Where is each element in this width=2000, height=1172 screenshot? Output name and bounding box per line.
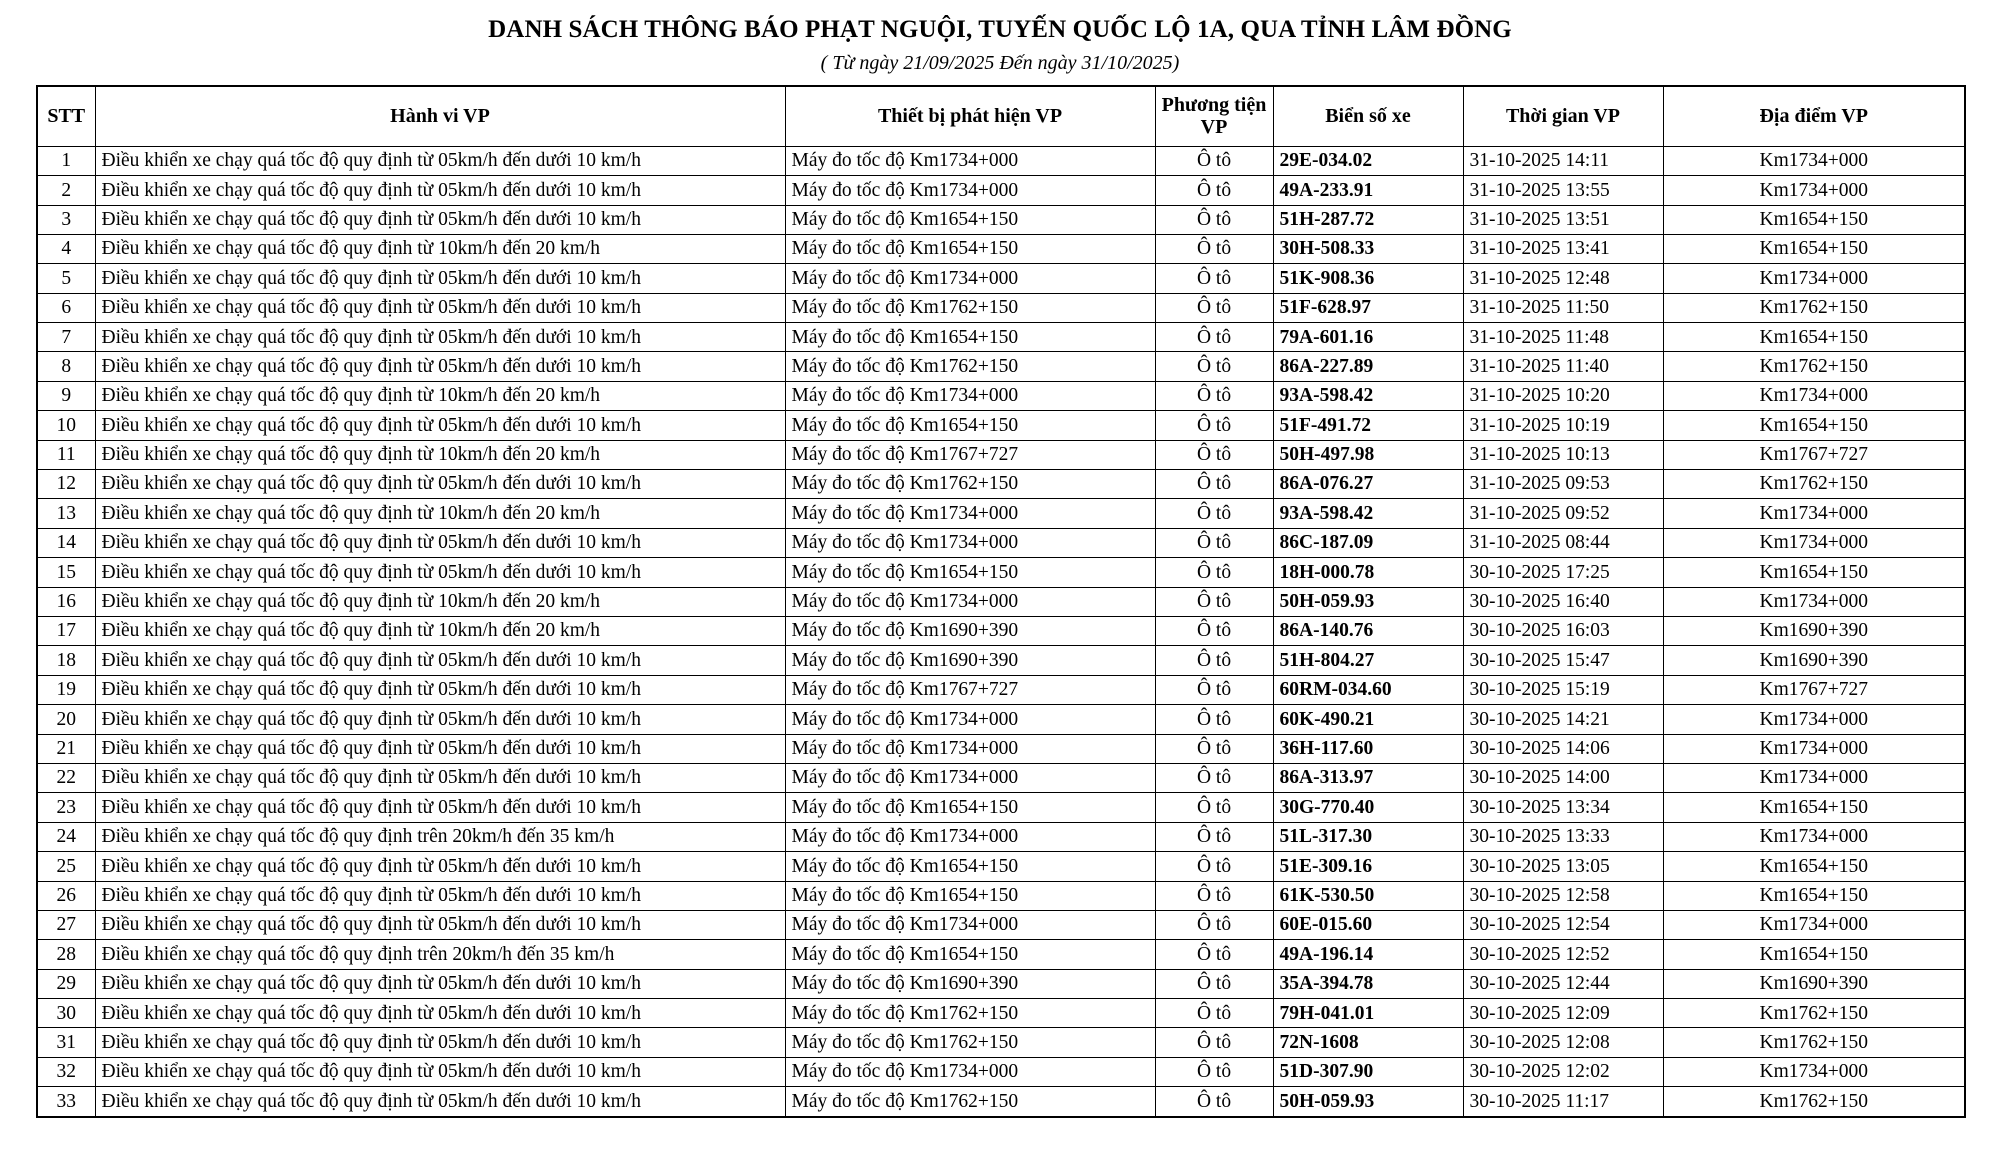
cell-hanh-vi-vp: Điều khiển xe chạy quá tốc độ quy định từ 05km/h đến dưới 10 km/h	[95, 411, 785, 440]
cell-hanh-vi-vp: Điều khiển xe chạy quá tốc độ quy định từ 05km/h đến dưới 10 km/h	[95, 646, 785, 675]
cell-bien-so-xe: 51K-908.36	[1273, 264, 1463, 293]
cell-phuong-tien-vp: Ô tô	[1155, 146, 1273, 175]
cell-dia-diem-vp: Km1734+000	[1663, 1057, 1965, 1086]
cell-thoi-gian-vp: 31-10-2025 09:53	[1463, 470, 1663, 499]
cell-dia-diem-vp: Km1734+000	[1663, 381, 1965, 410]
cell-phuong-tien-vp: Ô tô	[1155, 940, 1273, 969]
table-row	[37, 969, 1965, 998]
cell-thoi-gian-vp: 30-10-2025 12:08	[1463, 1028, 1663, 1057]
cell-hanh-vi-vp: Điều khiển xe chạy quá tốc độ quy định từ 05km/h đến dưới 10 km/h	[95, 852, 785, 881]
cell-stt: 1	[37, 146, 95, 175]
cell-hanh-vi-vp: Điều khiển xe chạy quá tốc độ quy định từ 10km/h đến 20 km/h	[95, 381, 785, 410]
cell-dia-diem-vp: Km1767+727	[1663, 675, 1965, 704]
cell-stt: 9	[37, 381, 95, 410]
table-row	[37, 146, 1965, 175]
cell-hanh-vi-vp: Điều khiển xe chạy quá tốc độ quy định từ 05km/h đến dưới 10 km/h	[95, 176, 785, 205]
cell-phuong-tien-vp: Ô tô	[1155, 558, 1273, 587]
table-header-row	[37, 86, 1965, 147]
cell-phuong-tien-vp: Ô tô	[1155, 205, 1273, 234]
table-row	[37, 499, 1965, 528]
cell-stt: 19	[37, 675, 95, 704]
cell-bien-so-xe: 60E-015.60	[1273, 910, 1463, 939]
cell-thiet-bi-phat-hien-vp: Máy đo tốc độ Km1734+000	[785, 146, 1155, 175]
cell-stt: 31	[37, 1028, 95, 1057]
cell-phuong-tien-vp: Ô tô	[1155, 822, 1273, 851]
cell-stt: 24	[37, 822, 95, 851]
cell-thiet-bi-phat-hien-vp: Máy đo tốc độ Km1762+150	[785, 999, 1155, 1028]
table-row	[37, 381, 1965, 410]
cell-stt: 16	[37, 587, 95, 616]
cell-hanh-vi-vp: Điều khiển xe chạy quá tốc độ quy định từ 05km/h đến dưới 10 km/h	[95, 264, 785, 293]
cell-hanh-vi-vp: Điều khiển xe chạy quá tốc độ quy định từ 05km/h đến dưới 10 km/h	[95, 1057, 785, 1086]
cell-hanh-vi-vp: Điều khiển xe chạy quá tốc độ quy định trên 20km/h đến 35 km/h	[95, 822, 785, 851]
cell-stt: 10	[37, 411, 95, 440]
cell-thiet-bi-phat-hien-vp: Máy đo tốc độ Km1734+000	[785, 705, 1155, 734]
cell-thoi-gian-vp: 30-10-2025 13:33	[1463, 822, 1663, 851]
cell-hanh-vi-vp: Điều khiển xe chạy quá tốc độ quy định trên 20km/h đến 35 km/h	[95, 940, 785, 969]
violations-table	[36, 85, 1966, 1118]
column-header-stt: STT	[37, 86, 95, 147]
cell-phuong-tien-vp: Ô tô	[1155, 470, 1273, 499]
cell-dia-diem-vp: Km1767+727	[1663, 440, 1965, 469]
cell-dia-diem-vp: Km1734+000	[1663, 734, 1965, 763]
table-row	[37, 205, 1965, 234]
cell-phuong-tien-vp: Ô tô	[1155, 352, 1273, 381]
cell-stt: 23	[37, 793, 95, 822]
cell-thoi-gian-vp: 30-10-2025 17:25	[1463, 558, 1663, 587]
cell-thoi-gian-vp: 31-10-2025 13:41	[1463, 234, 1663, 263]
cell-thoi-gian-vp: 31-10-2025 10:19	[1463, 411, 1663, 440]
cell-bien-so-xe: 93A-598.42	[1273, 381, 1463, 410]
cell-thiet-bi-phat-hien-vp: Máy đo tốc độ Km1734+000	[785, 381, 1155, 410]
table-row	[37, 470, 1965, 499]
cell-bien-so-xe: 79A-601.16	[1273, 323, 1463, 352]
cell-thiet-bi-phat-hien-vp: Máy đo tốc độ Km1734+000	[785, 822, 1155, 851]
table-row	[37, 675, 1965, 704]
cell-thoi-gian-vp: 30-10-2025 15:19	[1463, 675, 1663, 704]
cell-stt: 20	[37, 705, 95, 734]
cell-dia-diem-vp: Km1734+000	[1663, 587, 1965, 616]
cell-dia-diem-vp: Km1734+000	[1663, 264, 1965, 293]
cell-thiet-bi-phat-hien-vp: Máy đo tốc độ Km1734+000	[785, 763, 1155, 792]
cell-dia-diem-vp: Km1762+150	[1663, 1087, 1965, 1117]
page-title: DANH SÁCH THÔNG BÁO PHẠT NGUỘI, TUYẾN QUỐC LỘ 1A, QUA TỈNH LÂM ĐỒNG	[488, 16, 1512, 43]
cell-stt: 13	[37, 499, 95, 528]
cell-hanh-vi-vp: Điều khiển xe chạy quá tốc độ quy định từ 10km/h đến 20 km/h	[95, 234, 785, 263]
cell-stt: 25	[37, 852, 95, 881]
cell-thiet-bi-phat-hien-vp: Máy đo tốc độ Km1690+390	[785, 617, 1155, 646]
cell-dia-diem-vp: Km1734+000	[1663, 705, 1965, 734]
table-row	[37, 999, 1965, 1028]
cell-dia-diem-vp: Km1734+000	[1663, 528, 1965, 557]
cell-thiet-bi-phat-hien-vp: Máy đo tốc độ Km1654+150	[785, 411, 1155, 440]
cell-dia-diem-vp: Km1690+390	[1663, 646, 1965, 675]
cell-thoi-gian-vp: 30-10-2025 15:47	[1463, 646, 1663, 675]
cell-thiet-bi-phat-hien-vp: Máy đo tốc độ Km1734+000	[785, 264, 1155, 293]
cell-thiet-bi-phat-hien-vp: Máy đo tốc độ Km1654+150	[785, 558, 1155, 587]
cell-hanh-vi-vp: Điều khiển xe chạy quá tốc độ quy định từ 05km/h đến dưới 10 km/h	[95, 763, 785, 792]
cell-thiet-bi-phat-hien-vp: Máy đo tốc độ Km1654+150	[785, 940, 1155, 969]
cell-thoi-gian-vp: 31-10-2025 09:52	[1463, 499, 1663, 528]
cell-phuong-tien-vp: Ô tô	[1155, 1087, 1273, 1117]
cell-hanh-vi-vp: Điều khiển xe chạy quá tốc độ quy định từ 05km/h đến dưới 10 km/h	[95, 705, 785, 734]
cell-dia-diem-vp: Km1734+000	[1663, 146, 1965, 175]
table-row	[37, 176, 1965, 205]
cell-thoi-gian-vp: 30-10-2025 12:44	[1463, 969, 1663, 998]
cell-thiet-bi-phat-hien-vp: Máy đo tốc độ Km1767+727	[785, 675, 1155, 704]
cell-dia-diem-vp: Km1734+000	[1663, 763, 1965, 792]
cell-phuong-tien-vp: Ô tô	[1155, 999, 1273, 1028]
table-row	[37, 293, 1965, 322]
table-row	[37, 734, 1965, 763]
cell-thiet-bi-phat-hien-vp: Máy đo tốc độ Km1654+150	[785, 852, 1155, 881]
cell-thoi-gian-vp: 30-10-2025 14:00	[1463, 763, 1663, 792]
cell-dia-diem-vp: Km1654+150	[1663, 881, 1965, 910]
cell-thiet-bi-phat-hien-vp: Máy đo tốc độ Km1690+390	[785, 646, 1155, 675]
cell-hanh-vi-vp: Điều khiển xe chạy quá tốc độ quy định từ 10km/h đến 20 km/h	[95, 617, 785, 646]
cell-stt: 32	[37, 1057, 95, 1086]
cell-bien-so-xe: 50H-059.93	[1273, 587, 1463, 616]
cell-dia-diem-vp: Km1690+390	[1663, 969, 1965, 998]
cell-stt: 15	[37, 558, 95, 587]
cell-thiet-bi-phat-hien-vp: Máy đo tốc độ Km1734+000	[785, 734, 1155, 763]
cell-stt: 4	[37, 234, 95, 263]
cell-thoi-gian-vp: 30-10-2025 14:06	[1463, 734, 1663, 763]
cell-phuong-tien-vp: Ô tô	[1155, 852, 1273, 881]
cell-phuong-tien-vp: Ô tô	[1155, 734, 1273, 763]
cell-bien-so-xe: 86A-227.89	[1273, 352, 1463, 381]
cell-dia-diem-vp: Km1654+150	[1663, 411, 1965, 440]
cell-hanh-vi-vp: Điều khiển xe chạy quá tốc độ quy định từ 05km/h đến dưới 10 km/h	[95, 205, 785, 234]
cell-thiet-bi-phat-hien-vp: Máy đo tốc độ Km1734+000	[785, 587, 1155, 616]
cell-phuong-tien-vp: Ô tô	[1155, 587, 1273, 616]
cell-bien-so-xe: 86A-140.76	[1273, 617, 1463, 646]
cell-dia-diem-vp: Km1734+000	[1663, 499, 1965, 528]
cell-stt: 12	[37, 470, 95, 499]
cell-dia-diem-vp: Km1654+150	[1663, 234, 1965, 263]
cell-phuong-tien-vp: Ô tô	[1155, 969, 1273, 998]
cell-thoi-gian-vp: 31-10-2025 10:13	[1463, 440, 1663, 469]
table-container	[0, 85, 2000, 1118]
cell-thiet-bi-phat-hien-vp: Máy đo tốc độ Km1762+150	[785, 470, 1155, 499]
cell-dia-diem-vp: Km1654+150	[1663, 205, 1965, 234]
column-header-hanh-vi-vp: Hành vi VP	[95, 86, 785, 147]
cell-stt: 17	[37, 617, 95, 646]
column-header-thoi-gian-vp: Thời gian VP	[1463, 86, 1663, 147]
cell-bien-so-xe: 86A-313.97	[1273, 763, 1463, 792]
cell-dia-diem-vp: Km1690+390	[1663, 617, 1965, 646]
cell-phuong-tien-vp: Ô tô	[1155, 499, 1273, 528]
cell-phuong-tien-vp: Ô tô	[1155, 440, 1273, 469]
cell-bien-so-xe: 51H-287.72	[1273, 205, 1463, 234]
cell-bien-so-xe: 30G-770.40	[1273, 793, 1463, 822]
cell-stt: 8	[37, 352, 95, 381]
cell-bien-so-xe: 51F-628.97	[1273, 293, 1463, 322]
table-row	[37, 323, 1965, 352]
cell-stt: 5	[37, 264, 95, 293]
cell-bien-so-xe: 50H-059.93	[1273, 1087, 1463, 1117]
cell-thiet-bi-phat-hien-vp: Máy đo tốc độ Km1654+150	[785, 234, 1155, 263]
column-header-thiet-bi-vp: Thiết bị phát hiện VP	[785, 86, 1155, 147]
table-row	[37, 793, 1965, 822]
cell-phuong-tien-vp: Ô tô	[1155, 411, 1273, 440]
cell-stt: 7	[37, 323, 95, 352]
cell-thoi-gian-vp: 30-10-2025 12:09	[1463, 999, 1663, 1028]
cell-thoi-gian-vp: 31-10-2025 14:11	[1463, 146, 1663, 175]
cell-thoi-gian-vp: 31-10-2025 11:48	[1463, 323, 1663, 352]
column-header-phuong-tien-vp: Phương tiện VP	[1155, 86, 1273, 147]
cell-phuong-tien-vp: Ô tô	[1155, 234, 1273, 263]
cell-phuong-tien-vp: Ô tô	[1155, 293, 1273, 322]
cell-bien-so-xe: 51L-317.30	[1273, 822, 1463, 851]
cell-stt: 22	[37, 763, 95, 792]
table-row	[37, 881, 1965, 910]
cell-bien-so-xe: 30H-508.33	[1273, 234, 1463, 263]
table-row	[37, 440, 1965, 469]
cell-dia-diem-vp: Km1654+150	[1663, 793, 1965, 822]
cell-bien-so-xe: 86A-076.27	[1273, 470, 1463, 499]
cell-thiet-bi-phat-hien-vp: Máy đo tốc độ Km1734+000	[785, 176, 1155, 205]
cell-hanh-vi-vp: Điều khiển xe chạy quá tốc độ quy định từ 05km/h đến dưới 10 km/h	[95, 352, 785, 381]
cell-bien-so-xe: 93A-598.42	[1273, 499, 1463, 528]
cell-phuong-tien-vp: Ô tô	[1155, 176, 1273, 205]
cell-hanh-vi-vp: Điều khiển xe chạy quá tốc độ quy định từ 05km/h đến dưới 10 km/h	[95, 881, 785, 910]
cell-thiet-bi-phat-hien-vp: Máy đo tốc độ Km1762+150	[785, 352, 1155, 381]
cell-bien-so-xe: 60RM-034.60	[1273, 675, 1463, 704]
cell-bien-so-xe: 72N-1608	[1273, 1028, 1463, 1057]
cell-stt: 21	[37, 734, 95, 763]
cell-thiet-bi-phat-hien-vp: Máy đo tốc độ Km1654+150	[785, 793, 1155, 822]
date-range-subtitle: ( Từ ngày 21/09/2025 Đến ngày 31/10/2025)	[820, 51, 1180, 74]
cell-hanh-vi-vp: Điều khiển xe chạy quá tốc độ quy định từ 10km/h đến 20 km/h	[95, 587, 785, 616]
cell-thoi-gian-vp: 30-10-2025 11:17	[1463, 1087, 1663, 1117]
cell-thiet-bi-phat-hien-vp: Máy đo tốc độ Km1654+150	[785, 881, 1155, 910]
cell-dia-diem-vp: Km1734+000	[1663, 910, 1965, 939]
cell-thoi-gian-vp: 30-10-2025 13:34	[1463, 793, 1663, 822]
cell-stt: 6	[37, 293, 95, 322]
cell-thiet-bi-phat-hien-vp: Máy đo tốc độ Km1762+150	[785, 1028, 1155, 1057]
cell-phuong-tien-vp: Ô tô	[1155, 793, 1273, 822]
cell-hanh-vi-vp: Điều khiển xe chạy quá tốc độ quy định từ 05km/h đến dưới 10 km/h	[95, 470, 785, 499]
table-row	[37, 234, 1965, 263]
cell-hanh-vi-vp: Điều khiển xe chạy quá tốc độ quy định từ 05km/h đến dưới 10 km/h	[95, 675, 785, 704]
cell-thiet-bi-phat-hien-vp: Máy đo tốc độ Km1654+150	[785, 323, 1155, 352]
cell-bien-so-xe: 51F-491.72	[1273, 411, 1463, 440]
cell-thoi-gian-vp: 31-10-2025 10:20	[1463, 381, 1663, 410]
cell-hanh-vi-vp: Điều khiển xe chạy quá tốc độ quy định từ 05km/h đến dưới 10 km/h	[95, 528, 785, 557]
table-row	[37, 1087, 1965, 1117]
cell-stt: 30	[37, 999, 95, 1028]
cell-thoi-gian-vp: 30-10-2025 12:54	[1463, 910, 1663, 939]
cell-phuong-tien-vp: Ô tô	[1155, 1057, 1273, 1086]
table-row	[37, 264, 1965, 293]
table-row	[37, 528, 1965, 557]
cell-dia-diem-vp: Km1762+150	[1663, 352, 1965, 381]
table-row	[37, 352, 1965, 381]
cell-thoi-gian-vp: 30-10-2025 16:40	[1463, 587, 1663, 616]
table-row	[37, 411, 1965, 440]
cell-thiet-bi-phat-hien-vp: Máy đo tốc độ Km1690+390	[785, 969, 1155, 998]
cell-stt: 33	[37, 1087, 95, 1117]
cell-thoi-gian-vp: 31-10-2025 08:44	[1463, 528, 1663, 557]
cell-stt: 11	[37, 440, 95, 469]
cell-thoi-gian-vp: 30-10-2025 13:05	[1463, 852, 1663, 881]
cell-hanh-vi-vp: Điều khiển xe chạy quá tốc độ quy định từ 05km/h đến dưới 10 km/h	[95, 999, 785, 1028]
table-row	[37, 822, 1965, 851]
cell-bien-so-xe: 36H-117.60	[1273, 734, 1463, 763]
cell-thoi-gian-vp: 31-10-2025 11:40	[1463, 352, 1663, 381]
table-row	[37, 852, 1965, 881]
table-row	[37, 617, 1965, 646]
cell-stt: 2	[37, 176, 95, 205]
cell-phuong-tien-vp: Ô tô	[1155, 617, 1273, 646]
cell-phuong-tien-vp: Ô tô	[1155, 1028, 1273, 1057]
cell-dia-diem-vp: Km1654+150	[1663, 852, 1965, 881]
cell-dia-diem-vp: Km1654+150	[1663, 323, 1965, 352]
cell-thiet-bi-phat-hien-vp: Máy đo tốc độ Km1734+000	[785, 528, 1155, 557]
cell-hanh-vi-vp: Điều khiển xe chạy quá tốc độ quy định từ 05km/h đến dưới 10 km/h	[95, 323, 785, 352]
cell-stt: 27	[37, 910, 95, 939]
cell-hanh-vi-vp: Điều khiển xe chạy quá tốc độ quy định từ 05km/h đến dưới 10 km/h	[95, 1028, 785, 1057]
cell-hanh-vi-vp: Điều khiển xe chạy quá tốc độ quy định từ 05km/h đến dưới 10 km/h	[95, 293, 785, 322]
cell-thiet-bi-phat-hien-vp: Máy đo tốc độ Km1734+000	[785, 910, 1155, 939]
cell-thoi-gian-vp: 31-10-2025 11:50	[1463, 293, 1663, 322]
table-body	[37, 146, 1965, 1116]
cell-thoi-gian-vp: 30-10-2025 12:52	[1463, 940, 1663, 969]
cell-phuong-tien-vp: Ô tô	[1155, 323, 1273, 352]
table-row	[37, 940, 1965, 969]
cell-thiet-bi-phat-hien-vp: Máy đo tốc độ Km1734+000	[785, 1057, 1155, 1086]
cell-bien-so-xe: 51H-804.27	[1273, 646, 1463, 675]
cell-thiet-bi-phat-hien-vp: Máy đo tốc độ Km1762+150	[785, 293, 1155, 322]
cell-dia-diem-vp: Km1734+000	[1663, 176, 1965, 205]
cell-bien-so-xe: 61K-530.50	[1273, 881, 1463, 910]
cell-thoi-gian-vp: 30-10-2025 16:03	[1463, 617, 1663, 646]
cell-stt: 18	[37, 646, 95, 675]
cell-dia-diem-vp: Km1654+150	[1663, 558, 1965, 587]
table-row	[37, 558, 1965, 587]
cell-stt: 29	[37, 969, 95, 998]
cell-thoi-gian-vp: 31-10-2025 13:51	[1463, 205, 1663, 234]
cell-hanh-vi-vp: Điều khiển xe chạy quá tốc độ quy định từ 05km/h đến dưới 10 km/h	[95, 146, 785, 175]
table-row	[37, 1028, 1965, 1057]
cell-thiet-bi-phat-hien-vp: Máy đo tốc độ Km1767+727	[785, 440, 1155, 469]
cell-phuong-tien-vp: Ô tô	[1155, 264, 1273, 293]
cell-hanh-vi-vp: Điều khiển xe chạy quá tốc độ quy định từ 05km/h đến dưới 10 km/h	[95, 969, 785, 998]
table-row	[37, 705, 1965, 734]
cell-hanh-vi-vp: Điều khiển xe chạy quá tốc độ quy định từ 05km/h đến dưới 10 km/h	[95, 910, 785, 939]
cell-thiet-bi-phat-hien-vp: Máy đo tốc độ Km1654+150	[785, 205, 1155, 234]
cell-dia-diem-vp: Km1734+000	[1663, 822, 1965, 851]
cell-phuong-tien-vp: Ô tô	[1155, 763, 1273, 792]
cell-bien-so-xe: 79H-041.01	[1273, 999, 1463, 1028]
cell-stt: 28	[37, 940, 95, 969]
table-header	[37, 86, 1965, 147]
cell-dia-diem-vp: Km1762+150	[1663, 470, 1965, 499]
table-row	[37, 1057, 1965, 1086]
cell-thoi-gian-vp: 30-10-2025 12:02	[1463, 1057, 1663, 1086]
cell-bien-so-xe: 49A-233.91	[1273, 176, 1463, 205]
cell-phuong-tien-vp: Ô tô	[1155, 381, 1273, 410]
cell-phuong-tien-vp: Ô tô	[1155, 528, 1273, 557]
table-row	[37, 763, 1965, 792]
cell-stt: 14	[37, 528, 95, 557]
cell-bien-so-xe: 35A-394.78	[1273, 969, 1463, 998]
cell-phuong-tien-vp: Ô tô	[1155, 675, 1273, 704]
cell-thiet-bi-phat-hien-vp: Máy đo tốc độ Km1762+150	[785, 1087, 1155, 1117]
cell-bien-so-xe: 60K-490.21	[1273, 705, 1463, 734]
cell-hanh-vi-vp: Điều khiển xe chạy quá tốc độ quy định từ 10km/h đến 20 km/h	[95, 499, 785, 528]
column-header-bien-so-xe: Biển số xe	[1273, 86, 1463, 147]
cell-hanh-vi-vp: Điều khiển xe chạy quá tốc độ quy định từ 05km/h đến dưới 10 km/h	[95, 558, 785, 587]
cell-bien-so-xe: 86C-187.09	[1273, 528, 1463, 557]
cell-phuong-tien-vp: Ô tô	[1155, 910, 1273, 939]
cell-dia-diem-vp: Km1654+150	[1663, 940, 1965, 969]
table-row	[37, 587, 1965, 616]
cell-dia-diem-vp: Km1762+150	[1663, 1028, 1965, 1057]
cell-hanh-vi-vp: Điều khiển xe chạy quá tốc độ quy định từ 05km/h đến dưới 10 km/h	[95, 793, 785, 822]
cell-bien-so-xe: 29E-034.02	[1273, 146, 1463, 175]
cell-bien-so-xe: 49A-196.14	[1273, 940, 1463, 969]
cell-bien-so-xe: 50H-497.98	[1273, 440, 1463, 469]
cell-dia-diem-vp: Km1762+150	[1663, 293, 1965, 322]
column-header-dia-diem-vp: Địa điểm VP	[1663, 86, 1965, 147]
cell-thoi-gian-vp: 30-10-2025 12:58	[1463, 881, 1663, 910]
cell-dia-diem-vp: Km1762+150	[1663, 999, 1965, 1028]
table-row	[37, 910, 1965, 939]
cell-thoi-gian-vp: 31-10-2025 13:55	[1463, 176, 1663, 205]
cell-thiet-bi-phat-hien-vp: Máy đo tốc độ Km1734+000	[785, 499, 1155, 528]
cell-bien-so-xe: 51E-309.16	[1273, 852, 1463, 881]
cell-hanh-vi-vp: Điều khiển xe chạy quá tốc độ quy định từ 05km/h đến dưới 10 km/h	[95, 1087, 785, 1117]
table-row	[37, 646, 1965, 675]
cell-stt: 26	[37, 881, 95, 910]
cell-phuong-tien-vp: Ô tô	[1155, 646, 1273, 675]
cell-stt: 3	[37, 205, 95, 234]
cell-bien-so-xe: 18H-000.78	[1273, 558, 1463, 587]
cell-phuong-tien-vp: Ô tô	[1155, 705, 1273, 734]
cell-phuong-tien-vp: Ô tô	[1155, 881, 1273, 910]
cell-thoi-gian-vp: 30-10-2025 14:21	[1463, 705, 1663, 734]
cell-hanh-vi-vp: Điều khiển xe chạy quá tốc độ quy định từ 05km/h đến dưới 10 km/h	[95, 734, 785, 763]
cell-hanh-vi-vp: Điều khiển xe chạy quá tốc độ quy định từ 10km/h đến 20 km/h	[95, 440, 785, 469]
cell-bien-so-xe: 51D-307.90	[1273, 1057, 1463, 1086]
cell-thoi-gian-vp: 31-10-2025 12:48	[1463, 264, 1663, 293]
